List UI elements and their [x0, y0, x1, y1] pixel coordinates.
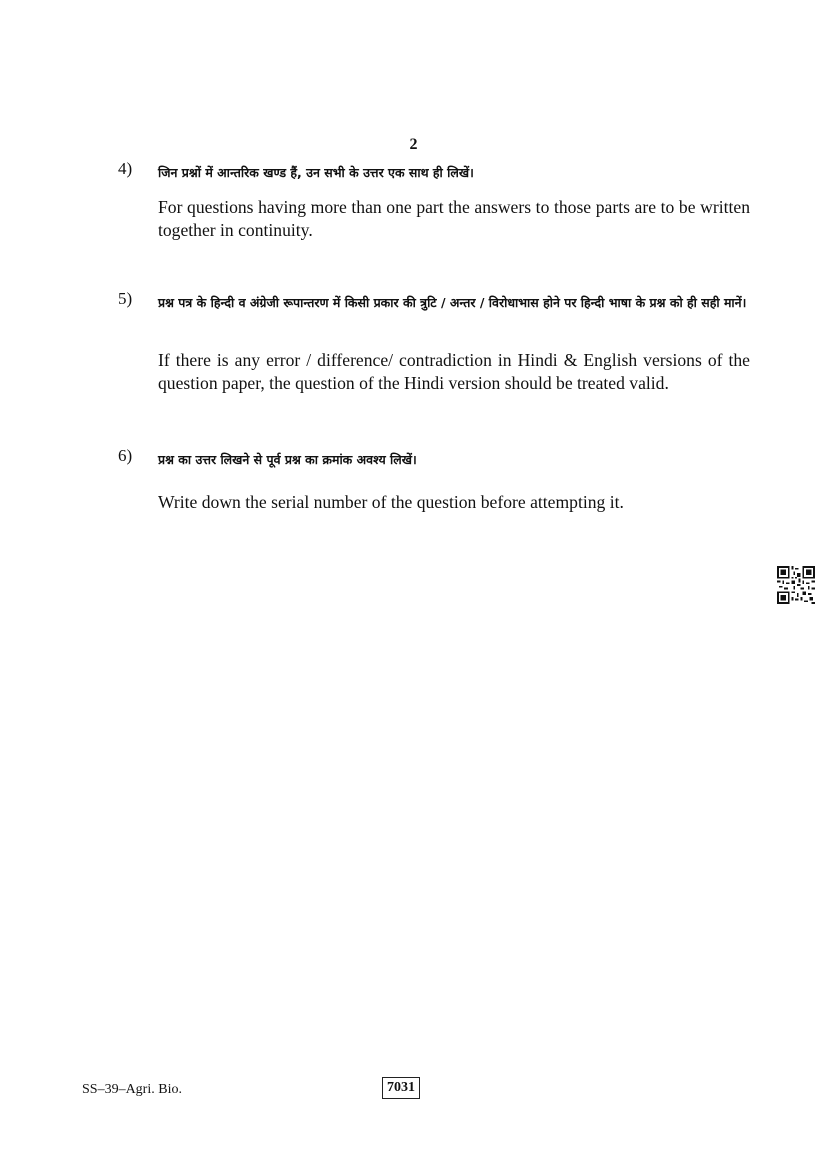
- page-number: 2: [409, 136, 418, 153]
- qr-code-icon: [776, 566, 816, 604]
- instruction-number: 4): [118, 159, 133, 178]
- footer-paper-number: 7031: [382, 1077, 420, 1099]
- instruction-english-text: If there is any error / difference/ contradiction in Hindi & English versions of the question paper, the question of the Hindi version should be treated valid.: [158, 350, 750, 393]
- instruction-number: 6): [118, 446, 133, 465]
- footer-paper-code: SS–39–Agri. Bio.: [82, 1082, 182, 1097]
- instruction-english-text: Write down the serial number of the question before attempting it.: [158, 492, 624, 512]
- instruction-hindi-text: जिन प्रश्नों में आन्तरिक खण्ड हैं, उन सभी के उत्तर एक साथ ही लिखें।: [158, 165, 474, 180]
- instruction-hindi-text: प्रश्न का उत्तर लिखने से पूर्व प्रश्न का क्रमांक अवश्य लिखें।: [158, 452, 417, 467]
- instruction-number: 5): [118, 289, 133, 308]
- instruction-hindi-text: प्रश्न पत्र के हिन्दी व अंग्रेजी रूपान्तरण में किसी प्रकार की त्रुटि / अन्तर / विरोधाभास होने पर हिन्दी भाषा के प्रश्न को ही सही मानें।: [158, 295, 747, 310]
- instruction-english-text: For questions having more than one part the answers to those parts are to be written together in continuity.: [158, 197, 750, 240]
